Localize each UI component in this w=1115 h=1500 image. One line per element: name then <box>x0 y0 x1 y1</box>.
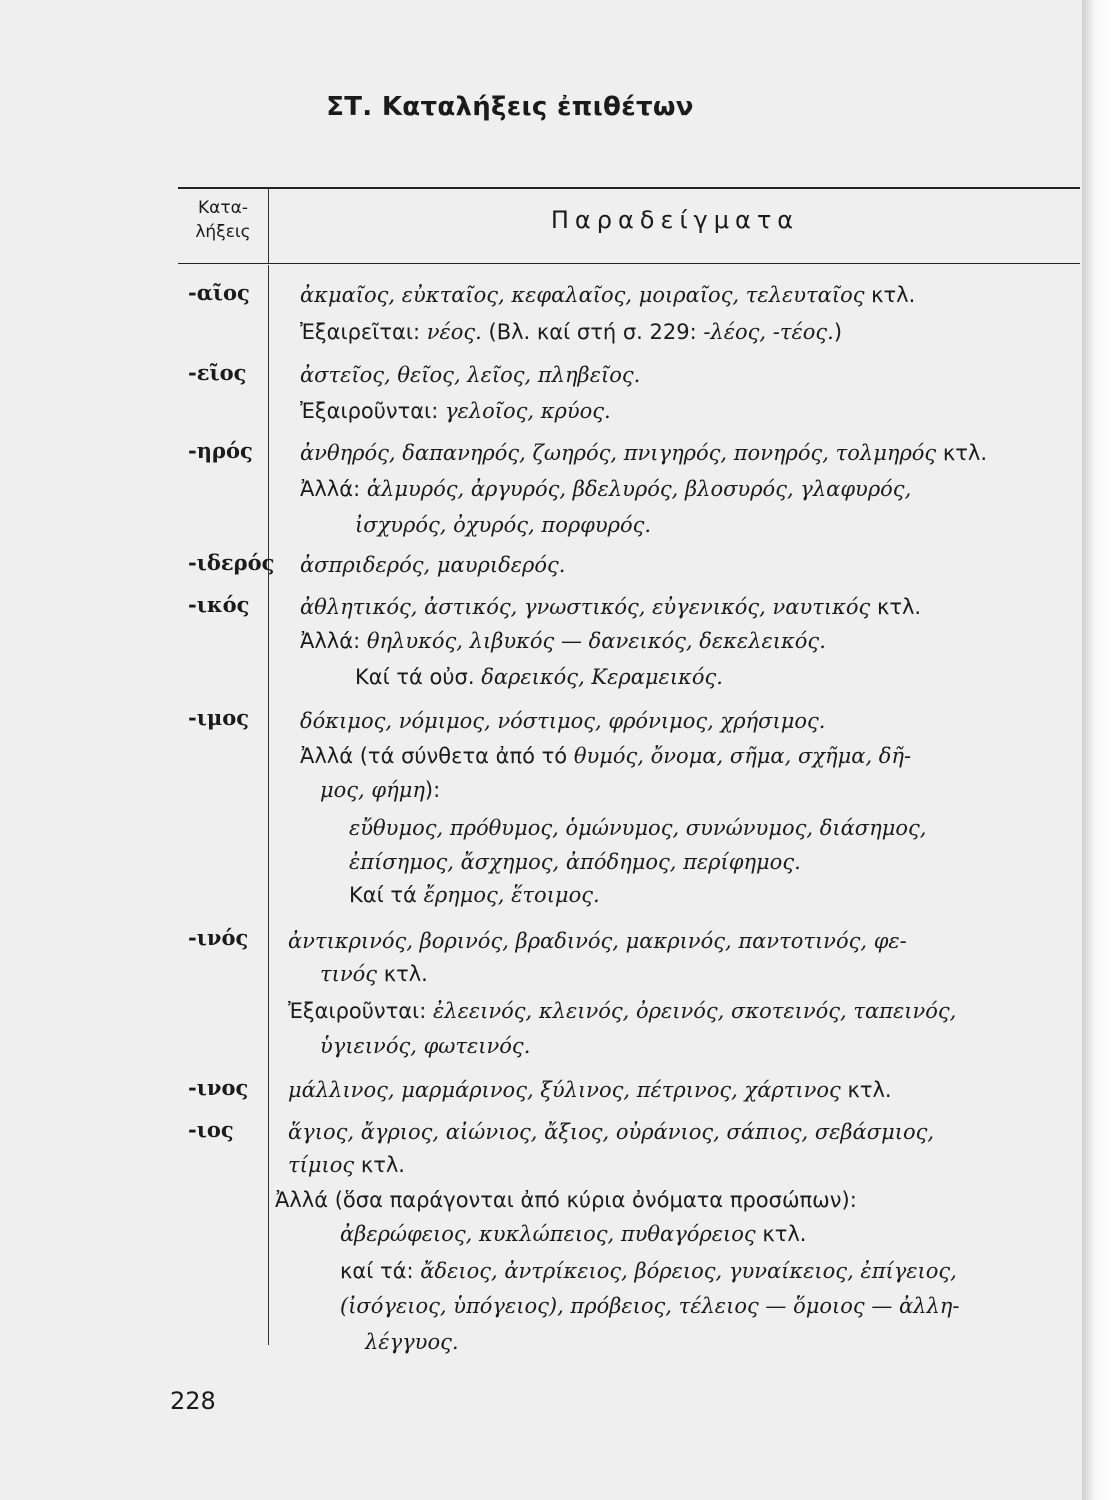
example-words: γελοῖος, κρύος. <box>445 399 611 423</box>
line-label: καί τά: <box>340 1259 421 1283</box>
example-words: ἁλμυρός, ἀργυρός, βδελυρός, βλοσυρός, γλαφυρός, <box>366 477 912 501</box>
example-line <box>300 707 825 735</box>
line-label: Ἀλλά (ὅσα παράγονται ἀπό κύρια ὀνόματα προσώπων): <box>275 1188 857 1212</box>
exception-line <box>288 997 956 1025</box>
ending-label: -ιδερός <box>188 550 275 575</box>
ending-label: -αῖος <box>188 280 250 305</box>
example-words: ὑγιεινός, φωτεινός. <box>320 1034 531 1058</box>
example-words: δαρεικός, Κεραμεικός. <box>481 665 723 689</box>
line-tail: ) <box>833 320 843 344</box>
line-label: Καί τά <box>349 883 424 907</box>
note-line <box>355 663 723 691</box>
line-tail: κτλ. <box>840 1078 892 1102</box>
example-line <box>300 593 921 621</box>
ending-label: -ικός <box>188 592 250 617</box>
example-words: ἀσπριδερός, μαυριδερός. <box>300 553 566 577</box>
example-line <box>340 1220 806 1248</box>
example-words: θηλυκός, λιβυκός — δανεικός, δεκελεικός. <box>366 629 826 653</box>
example-words: ἀβερώφειος, κυκλώπειος, πυθαγόρειος <box>340 1222 756 1246</box>
example-words: θυμός, ὄνομα, σῆμα, σχῆμα, δῆ- <box>573 744 912 768</box>
example-line <box>288 927 907 955</box>
table-header-rule <box>178 263 1080 264</box>
exception-line <box>300 475 911 503</box>
example-words: ἀκμαῖος, εὐκταῖος, κεφαλαῖος, μοιραῖος, τελευταῖος <box>300 283 865 307</box>
exception-line <box>300 627 826 655</box>
example-words: ἀστεῖος, θεῖος, λεῖος, πληβεῖος. <box>300 363 641 387</box>
example-line <box>288 1118 934 1146</box>
header-examples: Παραδείγματα <box>550 206 800 234</box>
line-tail: (Βλ. καί στή σ. 229: <box>481 320 704 344</box>
example-words: ἄδειος, ἀντρίκειος, βόρειος, γυναίκειος, ἐπίγειος, <box>420 1259 957 1283</box>
line-tail: κτλ. <box>354 1153 405 1177</box>
line-tail: κτλ. <box>377 962 428 986</box>
example-words: εὔθυμος, πρόθυμος, ὁμώνυμος, συνώνυμος, διάσημος, <box>349 816 927 840</box>
example-line <box>300 281 915 309</box>
example-line <box>320 960 428 988</box>
line-label: Ἐξαιρεῖται: <box>300 320 427 344</box>
example-line <box>320 776 440 804</box>
example-line <box>300 361 640 389</box>
exception-line <box>275 1186 857 1214</box>
example-line <box>365 1328 459 1356</box>
line-label: Καί τά οὐσ. <box>355 665 482 689</box>
example-words: δόκιμος, νόμιμος, νόστιμος, φρόνιμος, χρήσιμος. <box>300 709 826 733</box>
example-words: ἅγιος, ἄγριος, αἰώνιος, ἄξιος, οὐράνιος, σάπιος, σεβάσμιος, <box>288 1120 935 1144</box>
line-tail: κτλ. <box>936 441 988 465</box>
example-words: λέγγυος. <box>365 1330 459 1354</box>
exception-line <box>300 318 842 346</box>
example-line <box>340 1292 959 1320</box>
example-words: ἀνθηρός, δαπανηρός, ζωηρός, πνιγηρός, πονηρός, τολμηρός <box>300 441 937 465</box>
ending-label: -ιμος <box>188 705 250 730</box>
line-label: Ἀλλά: <box>300 629 367 653</box>
example-line <box>288 1076 892 1104</box>
ending-label: -ινός <box>188 925 249 950</box>
note-line <box>349 881 600 909</box>
ending-label: -εῖος <box>188 360 247 385</box>
example-line <box>288 1151 405 1179</box>
example-line <box>300 551 565 579</box>
line-tail: κτλ. <box>864 283 916 307</box>
example-words: ἰσχυρός, ὀχυρός, πορφυρός. <box>355 513 652 537</box>
line-tail: κτλ. <box>755 1222 807 1246</box>
line-tail: ): <box>424 778 441 802</box>
example-line <box>300 439 987 467</box>
exception-line <box>300 742 911 770</box>
example-words: ἀντικρινός, βορινός, βραδινός, μακρινός, παντοτινός, φε- <box>288 929 907 953</box>
page-edge <box>1082 0 1115 1500</box>
example-words: τινός <box>320 962 378 986</box>
note-line <box>340 1257 957 1285</box>
example-words: μάλλινος, μαρμάρινος, ξύλινος, πέτρινος, χάρτινος <box>288 1078 841 1102</box>
column-divider <box>268 265 269 1345</box>
example-words: ἐλεεινός, κλεινός, ὀρεινός, σκοτεινός, ταπεινός, <box>433 999 957 1023</box>
example-words: -λέος, -τέος. <box>703 320 834 344</box>
example-words: ἔρημος, ἕτοιμος. <box>423 883 600 907</box>
line-label: Ἐξαιροῦνται: <box>300 399 445 423</box>
header-column-divider <box>268 188 269 263</box>
ending-label: -ηρός <box>188 438 253 463</box>
example-line <box>355 511 651 539</box>
example-words: ἀθλητικός, ἀστικός, γνωστικός, εὐγενικός, ναυτικός <box>300 595 871 619</box>
section-title: ΣΤ. Καταλήξεις ἐπιθέτων <box>326 92 694 122</box>
example-line <box>320 1032 530 1060</box>
example-line <box>349 848 801 876</box>
line-label: Ἀλλά (τά σύνθετα ἀπό τό <box>300 744 574 768</box>
example-words: νέος. <box>426 320 482 344</box>
header-endings <box>178 196 268 244</box>
example-words: (ἰσόγειος, ὑπόγειος), πρόβειος, τέλειος — ὅμοιος — ἀλλη- <box>340 1294 960 1318</box>
table-top-rule <box>178 187 1080 189</box>
line-tail: κτλ. <box>870 595 922 619</box>
page-number: 228 <box>170 1387 216 1415</box>
line-label: Ἀλλά: <box>300 477 367 501</box>
header-endings-line1: Κατα- <box>198 198 248 218</box>
exception-line <box>300 397 611 425</box>
ending-label: -ινος <box>188 1075 249 1100</box>
example-line <box>349 814 926 842</box>
line-label: Ἐξαιροῦνται: <box>288 999 433 1023</box>
example-words: μος, φήμη <box>320 778 425 802</box>
header-endings-line2: λήξεις <box>195 222 251 242</box>
example-words: ἐπίσημος, ἄσχημος, ἀπόδημος, περίφημος. <box>349 850 801 874</box>
example-words: τίμιος <box>288 1153 355 1177</box>
ending-label: -ιος <box>188 1117 234 1142</box>
